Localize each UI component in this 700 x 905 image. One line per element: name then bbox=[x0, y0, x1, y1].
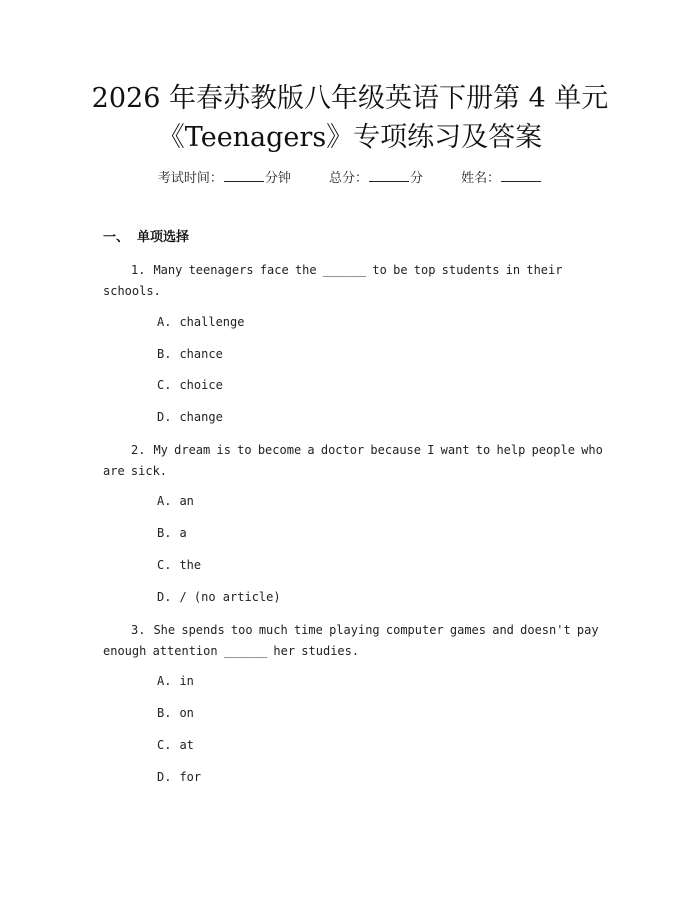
option-letter: B. bbox=[157, 706, 172, 720]
question-3-option-b bbox=[157, 704, 194, 722]
question-3-option-a bbox=[157, 672, 194, 690]
option-letter: C. bbox=[157, 738, 172, 752]
option-letter: D. bbox=[157, 770, 172, 784]
option-letter: C. bbox=[157, 378, 172, 392]
option-text: in bbox=[179, 674, 194, 688]
option-text: for bbox=[179, 770, 202, 784]
option-letter: B. bbox=[157, 347, 172, 361]
option-text: a bbox=[179, 526, 187, 540]
question-1-option-d bbox=[157, 408, 223, 426]
student-name-blank bbox=[501, 168, 541, 182]
option-letter: A. bbox=[157, 674, 172, 688]
section-heading bbox=[103, 229, 189, 247]
option-letter: D. bbox=[157, 590, 172, 604]
question-3-number: 3. bbox=[131, 623, 146, 637]
option-letter: C. bbox=[157, 558, 172, 572]
option-letter: A. bbox=[157, 315, 172, 329]
option-letter: B. bbox=[157, 526, 172, 540]
question-2-option-b bbox=[157, 524, 187, 542]
question-2-text bbox=[103, 440, 603, 481]
exam-time-field bbox=[158, 168, 291, 188]
student-name-field bbox=[461, 168, 542, 188]
question-3-option-d bbox=[157, 768, 201, 786]
option-text: an bbox=[179, 494, 194, 508]
question-1-option-c bbox=[157, 376, 223, 394]
option-text: change bbox=[179, 410, 223, 424]
question-2-number: 2. bbox=[131, 443, 146, 457]
student-name-label: 姓名： bbox=[461, 171, 501, 186]
section-number: 一、 bbox=[103, 230, 130, 245]
document-title-line-1: 2026 年春苏教版八年级英语下册第 4 单元 bbox=[91, 83, 609, 114]
total-score-label: 总分： bbox=[328, 171, 368, 186]
question-1-text bbox=[103, 260, 603, 301]
total-score-blank bbox=[369, 168, 409, 182]
option-text: challenge bbox=[179, 315, 245, 329]
document-title-line-2: 《Teenagers》专项练习及答案 bbox=[157, 122, 543, 153]
option-text: chance bbox=[179, 347, 223, 361]
exam-time-unit: 分钟 bbox=[264, 171, 291, 186]
total-score-unit: 分 bbox=[410, 171, 424, 186]
question-1-number: 1. bbox=[131, 263, 146, 277]
question-1-option-a bbox=[157, 313, 244, 331]
option-text: / (no article) bbox=[179, 590, 281, 604]
question-3-option-c bbox=[157, 736, 194, 754]
question-1-option-b bbox=[157, 345, 223, 363]
question-3-text bbox=[103, 620, 603, 661]
option-text: at bbox=[179, 738, 194, 752]
question-2-option-a bbox=[157, 492, 194, 510]
question-2-option-d bbox=[157, 588, 281, 606]
exam-info-row bbox=[0, 168, 700, 188]
total-score-field bbox=[329, 168, 423, 188]
question-2-body: My dream is to become a doctor because I want to help people who are sick. bbox=[103, 443, 603, 478]
option-text: the bbox=[179, 558, 202, 572]
section-title: 单项选择 bbox=[137, 230, 190, 245]
option-text: choice bbox=[179, 378, 223, 392]
exam-time-blank bbox=[224, 168, 264, 182]
option-letter: D. bbox=[157, 410, 172, 424]
question-2-option-c bbox=[157, 556, 201, 574]
option-letter: A. bbox=[157, 494, 172, 508]
question-1-body: Many teenagers face the ______ to be top students in their schools. bbox=[103, 263, 563, 298]
exam-time-label: 考试时间： bbox=[157, 171, 223, 186]
option-text: on bbox=[179, 706, 194, 720]
question-3-body: She spends too much time playing computer games and doesn't pay enough attention ______ her studies. bbox=[103, 623, 599, 658]
